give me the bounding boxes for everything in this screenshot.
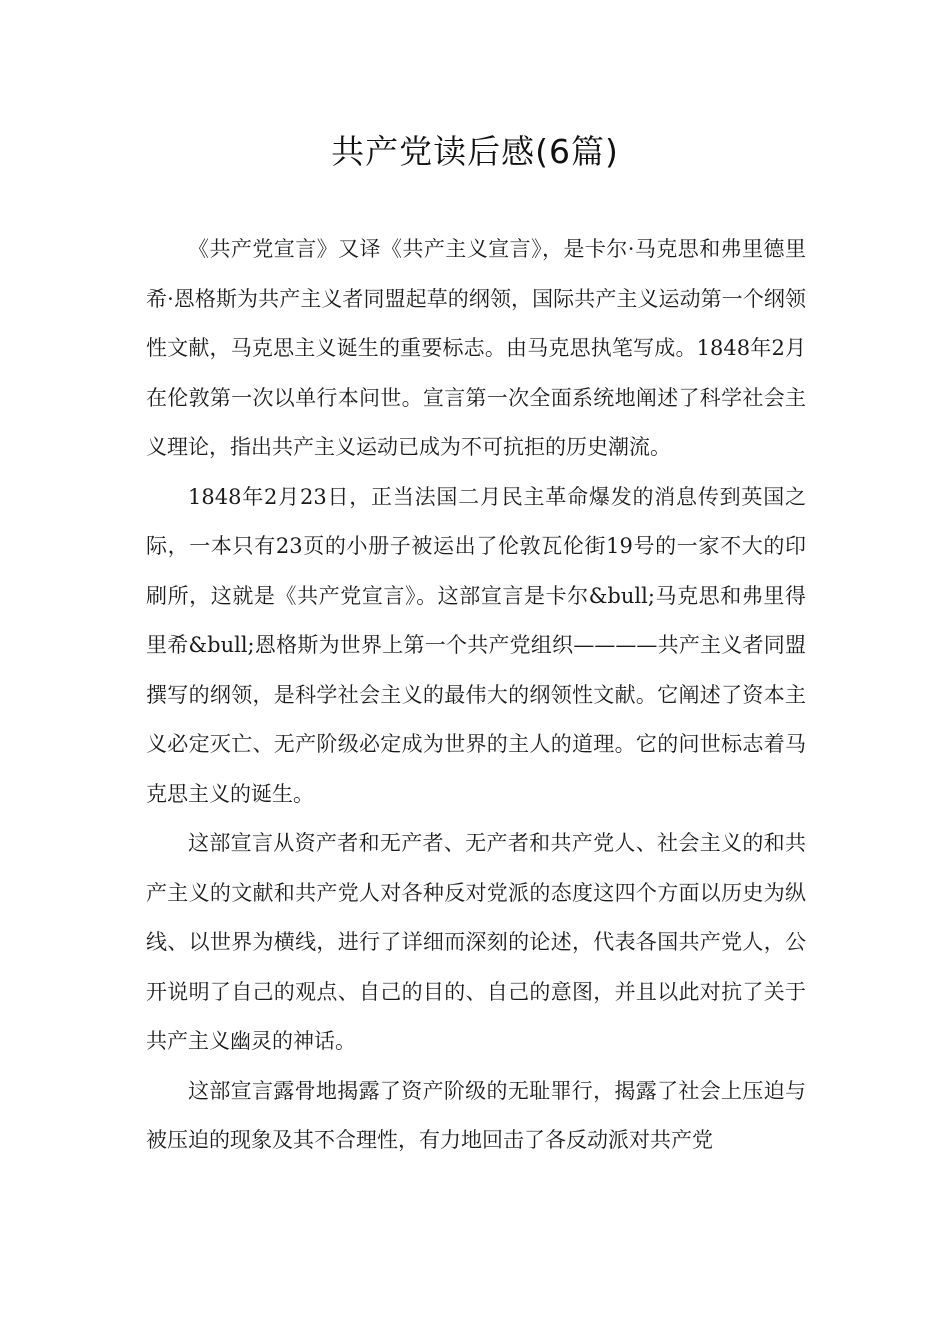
- paragraph-4: 这部宣言露骨地揭露了资产阶级的无耻罪行，揭露了社会上压迫与被压迫的现象及其不合理性，有力地回击了各反动派对共产党: [146, 1078, 806, 1152]
- paragraph-2: 1848年2月23日，正当法国二月民主革命爆发的消息传到英国之际，一本只有23页的小册子被运出了伦敦瓦伦街19号的一家不大的印刷所，这就是《共产党宣言》。这部宣言是卡尔&bull;马克思和弗里得里希&bull;恩格斯为世界上第一个共产党组织————共产主义者同盟撰写的纲领，是科学社会主义的最伟大的纲领性文献。它阐述了资本主义必定灭亡、无产阶级必定成为世界的主人的道理。它的问世标志着马克思主义的诞生。: [146, 484, 806, 806]
- paragraph-1: 《共产党宣言》又译《共产主义宣言》，是卡尔·马克思和弗里德里希·恩格斯为共产主义者同盟起草的纲领，国际共产主义运动第一个纲领性文献，马克思主义诞生的重要标志。由马克思执笔写成。1848年2月在伦敦第一次以单行本问世。宣言第一次全面系统地阐述了科学社会主义理论，指出共产主义运动已成为不可抗拒的历史潮流。: [146, 237, 806, 459]
- document-body: [146, 225, 806, 1166]
- paragraph-3: 这部宣言从资产者和无产者、无产者和共产党人、社会主义的和共产主义的文献和共产党人对各种反对党派的态度这四个方面以历史为纵线、以世界为横线，进行了详细而深刻的论述，代表各国共产党人，公开说明了自己的观点、自己的目的、自己的意图，并且以此对抗了关于共产主义幽灵的神话。: [146, 831, 806, 1053]
- page-title: 共产党读后感(6篇): [331, 132, 619, 171]
